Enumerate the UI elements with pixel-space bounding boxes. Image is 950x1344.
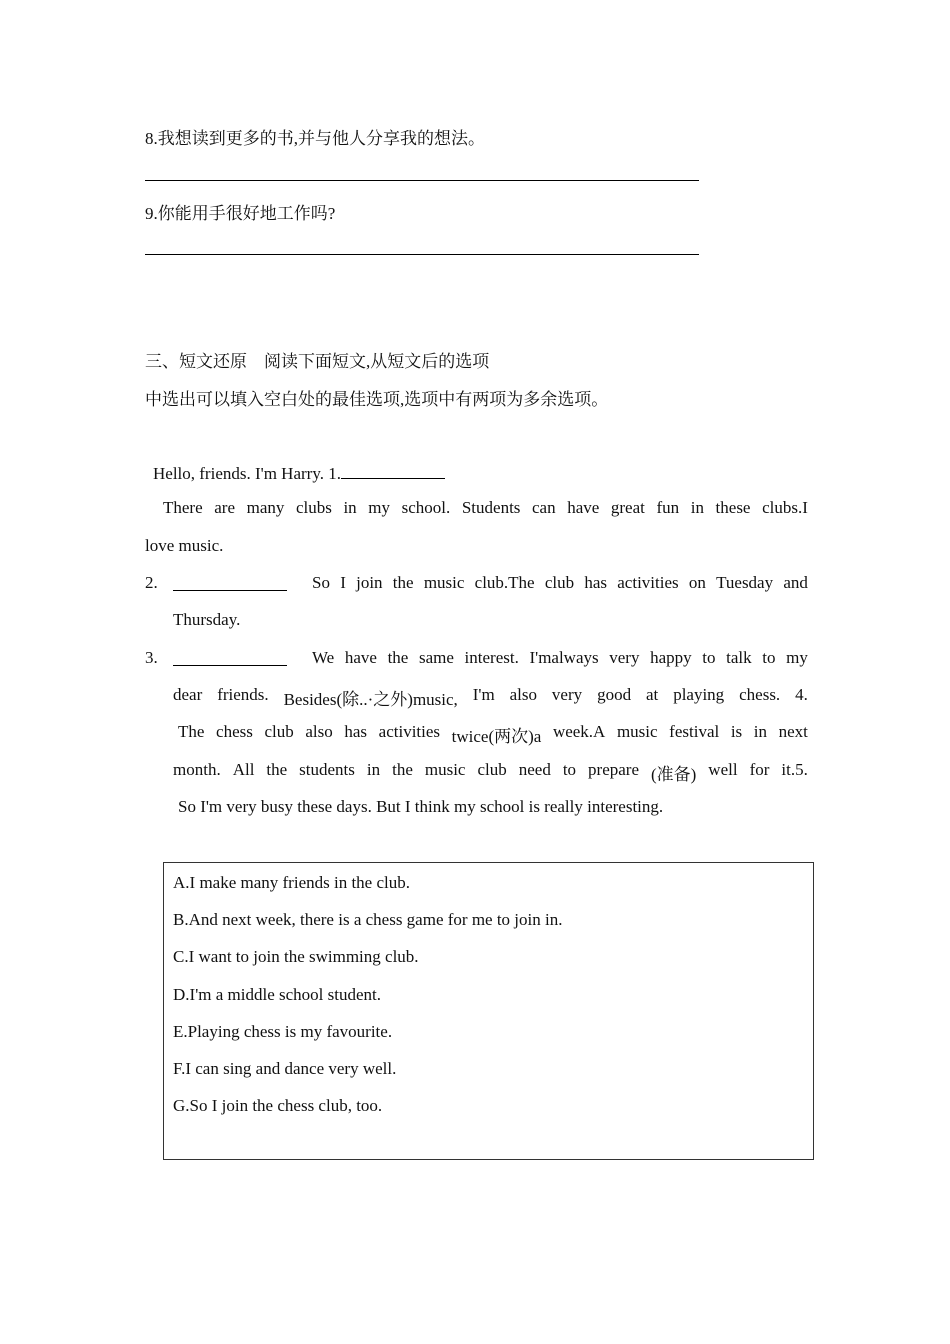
word: need	[518, 760, 551, 779]
item-3-line2	[173, 685, 808, 710]
word: festival	[669, 722, 720, 741]
question-9: 9.你能用手很好地工作吗?	[145, 204, 336, 223]
blank-1[interactable]	[341, 461, 445, 479]
word: week.A	[552, 722, 606, 741]
word: in	[753, 722, 768, 741]
word: club	[477, 760, 507, 779]
word: I'm	[472, 685, 495, 704]
word: my	[786, 648, 808, 667]
option-f[interactable]: F.I can sing and dance very well.	[173, 1059, 397, 1078]
word: happy	[650, 648, 692, 667]
word: Students	[461, 498, 521, 517]
options-box	[163, 862, 814, 1160]
word: club	[264, 722, 294, 741]
item-2-number: 2.	[145, 573, 158, 592]
word: chess.	[739, 685, 781, 704]
word: I	[340, 573, 346, 592]
word: these	[715, 498, 751, 517]
passage-p2-line1	[163, 498, 808, 518]
word: are	[214, 498, 235, 517]
word: good	[597, 685, 632, 704]
word: 4.	[795, 685, 808, 704]
word: activities	[617, 573, 679, 592]
word: music	[616, 722, 658, 741]
word: dear	[173, 685, 203, 704]
word: music	[424, 760, 466, 779]
word: to	[762, 648, 776, 667]
word: join	[356, 573, 383, 592]
word: to	[702, 648, 716, 667]
word: also	[305, 722, 333, 741]
answer-line-9[interactable]	[145, 254, 699, 255]
option-g[interactable]: G.So I join the chess club, too.	[173, 1096, 383, 1115]
item-2-line2: Thursday.	[173, 610, 241, 629]
word: friends.	[217, 685, 269, 704]
word: to	[562, 760, 577, 779]
word: great	[610, 498, 645, 517]
word: can	[532, 498, 556, 517]
word: and	[783, 573, 808, 592]
word: We	[312, 648, 335, 667]
word: the	[387, 648, 409, 667]
word: students	[299, 760, 355, 779]
passage-p1-text: Hello, friends. I'm Harry. 1.	[153, 464, 341, 483]
word: very	[609, 648, 640, 667]
option-e[interactable]: E.Playing chess is my favourite.	[173, 1022, 393, 1041]
word: the	[266, 760, 288, 779]
option-c[interactable]: C.I want to join the swimming club.	[173, 947, 419, 966]
item-3-line3	[178, 722, 808, 747]
word: have	[344, 648, 377, 667]
word: (准备)	[650, 765, 697, 784]
item-3-number: 3.	[145, 648, 158, 667]
answer-line-8[interactable]	[145, 180, 699, 181]
word: it.5.	[781, 760, 808, 779]
word: the	[392, 760, 413, 779]
option-a[interactable]: A.I make many friends in the club.	[173, 873, 410, 892]
word: There	[163, 498, 203, 517]
word: same	[418, 648, 454, 667]
word: clubs	[295, 498, 332, 517]
word: for	[749, 760, 770, 779]
word: school.	[401, 498, 451, 517]
word: activities	[378, 722, 441, 741]
section-3-instruction: 中选出可以填入空白处的最佳选项,选项中有两项为多余选项。	[145, 390, 609, 409]
word: interest.	[464, 648, 519, 667]
item-3-line4	[173, 760, 808, 785]
word: next	[778, 722, 808, 741]
word: club	[544, 573, 575, 592]
word: also	[509, 685, 537, 704]
word: many	[246, 498, 285, 517]
word: All	[232, 760, 255, 779]
blank-2[interactable]	[173, 573, 287, 596]
word: very	[551, 685, 583, 704]
word: my	[368, 498, 391, 517]
word: fun	[656, 498, 680, 517]
word: prepare	[588, 760, 639, 779]
word: the	[392, 573, 414, 592]
word: Tuesday	[716, 573, 774, 592]
section-3-heading: 三、短文还原 阅读下面短文,从短文后的选项	[145, 352, 490, 371]
word: is	[730, 722, 743, 741]
passage-paragraph-1	[153, 461, 445, 484]
word: in	[366, 760, 381, 779]
item-3-line5: So I'm very busy these days. But I think my school is really interesting.	[178, 797, 664, 816]
option-b[interactable]: B.And next week, there is a chess game for me to join in.	[173, 910, 563, 929]
word: playing	[673, 685, 725, 704]
word: month.	[173, 760, 221, 779]
question-8: 8.我想读到更多的书,并与他人分享我的想法。	[145, 129, 485, 148]
word: have	[567, 498, 600, 517]
option-d[interactable]: D.I'm a middle school student.	[173, 985, 381, 1004]
word: at	[645, 685, 659, 704]
word: well	[708, 760, 738, 779]
word: has	[344, 722, 368, 741]
blank-3[interactable]	[173, 648, 287, 671]
passage-p2-line2: love music.	[145, 536, 224, 555]
word: clubs.I	[762, 498, 808, 517]
word: I'malways	[529, 648, 599, 667]
item-2-line1	[312, 573, 808, 593]
item-3-line1	[312, 648, 808, 668]
word: in	[690, 498, 704, 517]
word: The	[178, 722, 205, 741]
word: So	[312, 573, 330, 592]
word: chess	[216, 722, 253, 741]
word: club.The	[474, 573, 535, 592]
word: on	[688, 573, 706, 592]
word: in	[343, 498, 357, 517]
word: Besides(除..·之外)music,	[283, 690, 458, 709]
word: has	[584, 573, 608, 592]
word: talk	[726, 648, 752, 667]
word: twice(两次)a	[451, 727, 542, 746]
word: music	[423, 573, 465, 592]
